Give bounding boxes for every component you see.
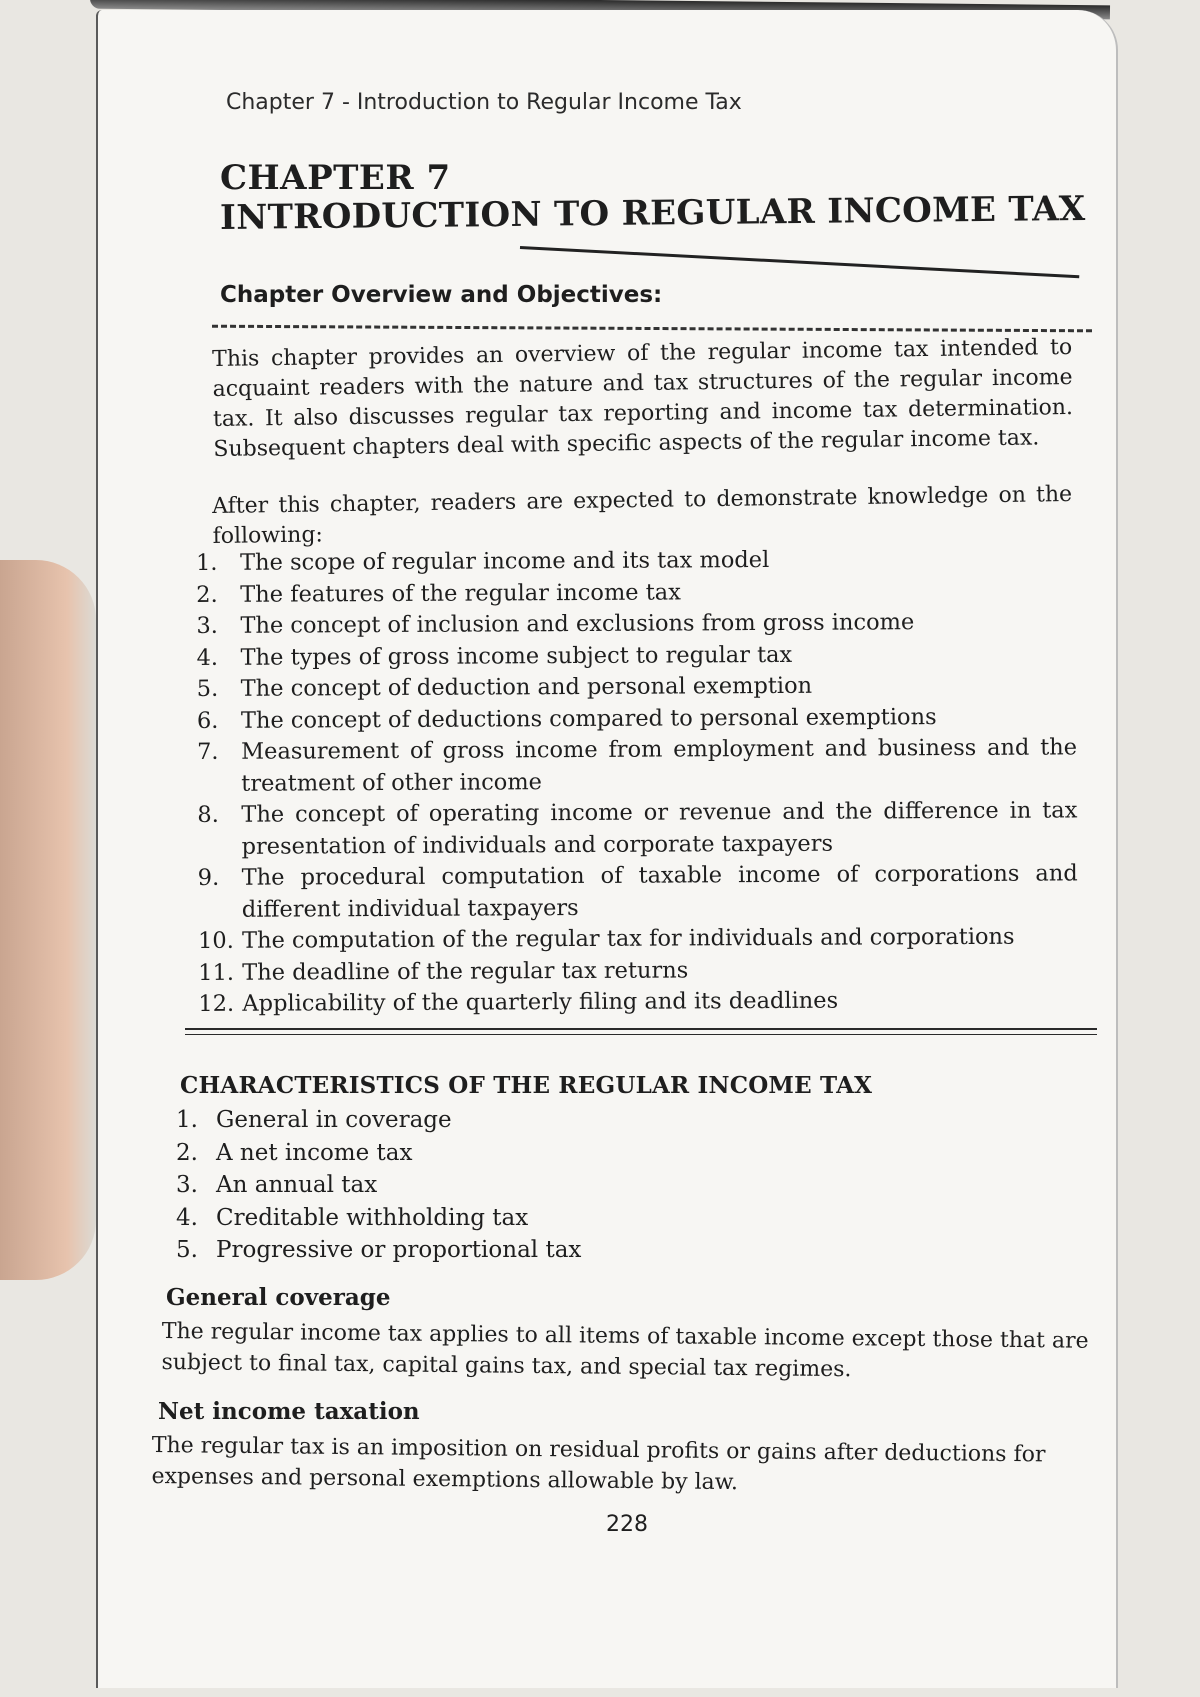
list-item xyxy=(198,984,1078,1020)
list-text: The deadline of the regular tax returns xyxy=(242,956,689,986)
chapter-number: CHAPTER 7 xyxy=(220,158,451,198)
characteristics-heading: CHARACTERISTICS OF THE REGULAR INCOME TAX xyxy=(180,1072,873,1099)
general-coverage-text: The regular income tax applies to all items of taxable income except those that are subject to final tax, capital gains tax, and special tax regimes. xyxy=(161,1318,1089,1383)
net-income-text: The regular tax is an imposition on residual profits or gains after deductions for expenses and personal exemptions allowable by law. xyxy=(151,1432,1046,1496)
list-text: A net income tax xyxy=(216,1139,413,1166)
list-number: 5. xyxy=(176,1237,198,1263)
list-item xyxy=(196,543,1076,579)
list-text: The concept of deduction and personal exemption xyxy=(240,672,813,702)
list-number: 2. xyxy=(196,581,218,608)
list-item xyxy=(197,701,1077,737)
objectives-list xyxy=(196,543,1078,1020)
list-text: The scope of regular income and its tax model xyxy=(240,546,770,576)
list-item xyxy=(176,1137,776,1170)
list-text: The concept of deductions compared to personal exemptions xyxy=(240,703,937,734)
thumb-edge xyxy=(0,560,96,1280)
list-number: 4. xyxy=(196,644,219,671)
list-number: 2. xyxy=(176,1139,198,1166)
page-number: 228 xyxy=(606,1512,648,1537)
list-text: The concept of inclusion and exclusions from gross income xyxy=(240,609,915,639)
list-item xyxy=(176,1202,776,1235)
list-item xyxy=(196,575,1076,611)
list-text: General in coverage xyxy=(216,1107,452,1133)
list-text: Applicability of the quarterly filing and its deadlines xyxy=(242,987,839,1017)
list-text: An annual tax xyxy=(216,1172,378,1198)
objectives-intro: After this chapter, readers are expected to demonstrate knowledge on the following: xyxy=(212,481,1073,549)
list-item xyxy=(197,732,1077,800)
list-number: 5. xyxy=(196,675,219,702)
list-number: 1. xyxy=(176,1107,198,1133)
list-item xyxy=(197,669,1077,705)
list-item xyxy=(198,921,1078,957)
list-text: The concept of operating income or revenue and the difference in tax presentation of individuals and corporate taxpayers xyxy=(241,797,1078,860)
list-item xyxy=(198,953,1078,989)
list-item xyxy=(197,795,1077,863)
list-number: 8. xyxy=(197,801,219,828)
list-text: The computation of the regular tax for individuals and corporations xyxy=(241,923,1015,954)
list-item xyxy=(176,1234,776,1267)
list-item xyxy=(198,858,1078,926)
characteristics-list xyxy=(176,1104,776,1267)
section-divider xyxy=(185,1028,1097,1035)
list-text: Measurement of gross income from employment and business and the treatment of other income xyxy=(240,734,1078,797)
list-number: 7. xyxy=(197,738,219,765)
list-text: Progressive or proportional tax xyxy=(216,1237,582,1263)
list-item xyxy=(176,1169,776,1202)
list-text: Creditable withholding tax xyxy=(216,1204,529,1231)
list-number: 4. xyxy=(176,1204,198,1231)
overview-paragraph: This chapter provides an overview of the regular income tax intended to acquaint readers with the nature and tax structures of the regular income tax. It also discusses regular tax reporting and income tax determination. Subsequent chapters deal with specific aspects of the regular income tax. xyxy=(212,334,1074,462)
list-number: 9. xyxy=(197,864,220,891)
list-item xyxy=(196,638,1076,674)
overview-heading: Chapter Overview and Objectives: xyxy=(220,282,663,308)
list-item xyxy=(196,606,1076,642)
running-head: Chapter 7 - Introduction to Regular Income Tax xyxy=(226,90,742,115)
list-text: The types of gross income subject to regular tax xyxy=(240,641,793,671)
list-number: 6. xyxy=(196,707,219,734)
list-text: The features of the regular income tax xyxy=(240,578,681,608)
net-income-heading: Net income taxation xyxy=(158,1398,420,1425)
chapter-title: INTRODUCTION TO REGULAR INCOME TAX xyxy=(219,188,1086,238)
list-item xyxy=(176,1104,776,1137)
list-number: 3. xyxy=(196,612,218,639)
general-coverage-heading: General coverage xyxy=(166,1284,391,1311)
list-number: 10. xyxy=(197,927,234,954)
list-number: 11. xyxy=(198,959,235,986)
list-number: 1. xyxy=(196,549,218,576)
list-number: 3. xyxy=(176,1172,198,1198)
list-number: 12. xyxy=(198,990,235,1017)
list-text: The procedural computation of taxable income of corporations and different individual taxpayers xyxy=(241,860,1078,923)
